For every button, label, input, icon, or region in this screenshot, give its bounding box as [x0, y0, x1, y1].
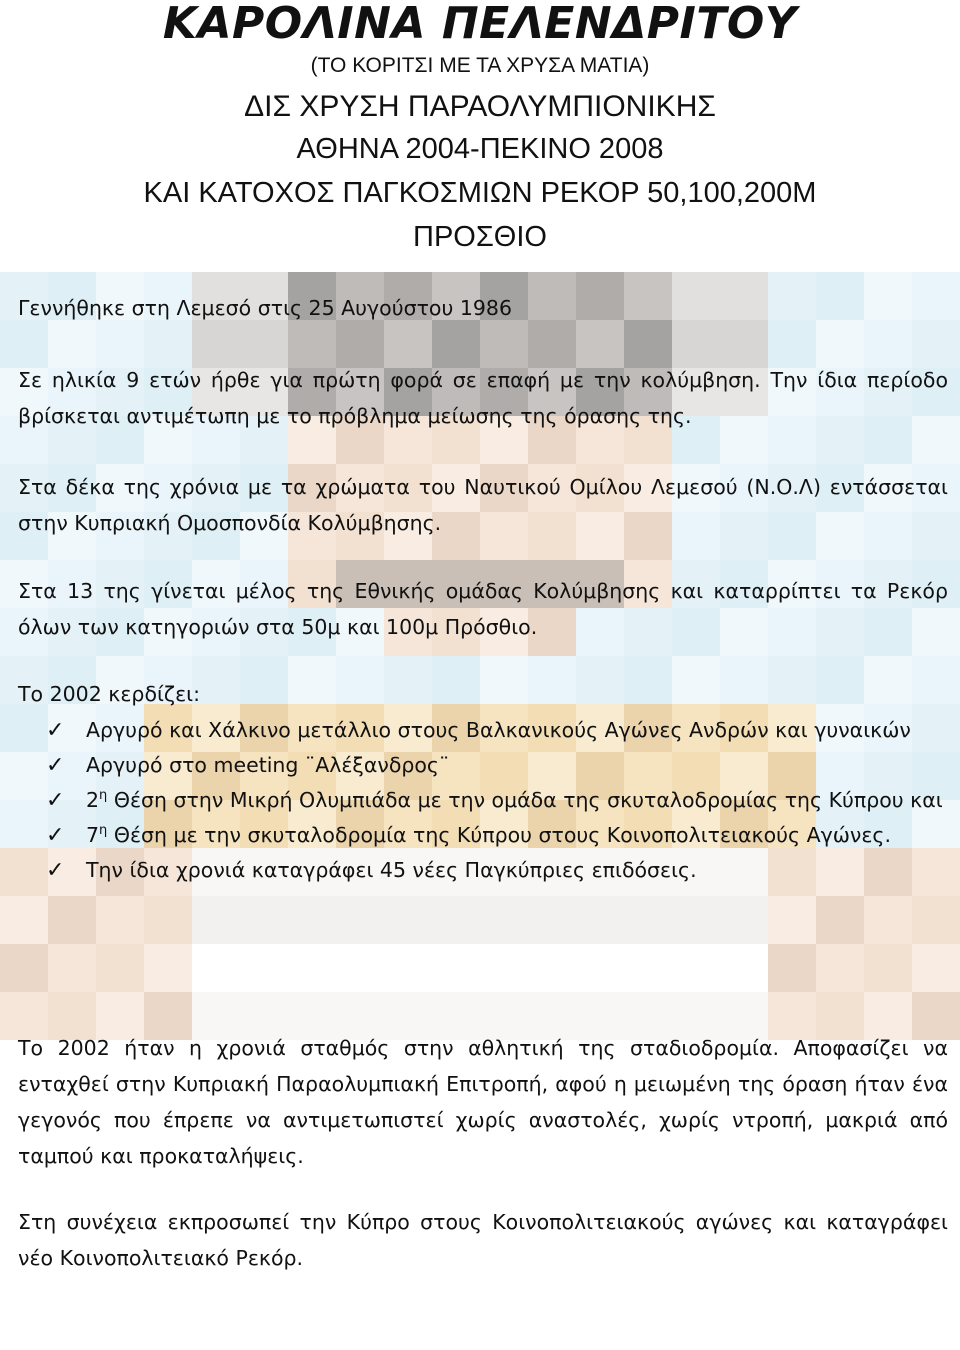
photo-pixel: [528, 944, 576, 992]
photo-pixel: [576, 896, 624, 944]
subtitle: (ΤΟ ΚΟΡΙΤΣΙ ΜΕ ΤΑ ΧΡΥΣΑ ΜΑΤΙΑ): [310, 54, 650, 77]
list-item-text: Την ίδια χρονιά καταγράφει 45 νέες Παγκύπριες επιδόσεις.: [86, 858, 697, 882]
photo-pixel: [480, 896, 528, 944]
photo-pixel: [768, 896, 816, 944]
paragraph-6: Στη συνέχεια εκπροσωπεί την Κύπρο στους Κοινοπολιτειακούς αγώνες και καταγράφει νέο Κοινοπολιτειακό Ρεκόρ.: [18, 1210, 948, 1270]
photo-pixel: [288, 320, 336, 368]
list-item-number: 2: [86, 788, 100, 812]
list-item-text: Αργυρό και Χάλκινο μετάλλιο στους Βαλκανικούς Αγώνες Ανδρών και γυναικών: [86, 718, 911, 742]
list-item-text: Θέση στην Μικρή Ολυμπιάδα με την ομάδα της σκυταλοδρομίας της Κύπρου και: [107, 788, 943, 812]
list-item-text: Θέση με την σκυταλοδρομία της Κύπρου στους Κοινοπολιτειακούς Αγώνες.: [107, 823, 891, 847]
photo-pixel: [0, 944, 48, 992]
photo-pixel: [288, 896, 336, 944]
photo-pixel: [624, 896, 672, 944]
list-item-text: Αργυρό στο meeting ¨Αλέξανδρος¨: [86, 753, 450, 777]
list-item-superscript: η: [99, 823, 108, 839]
photo-pixel: [816, 320, 864, 368]
photo-pixel: [720, 320, 768, 368]
photo-pixel: [864, 896, 912, 944]
photo-pixel: [912, 320, 960, 368]
photo-pixel: [432, 320, 480, 368]
photo-pixel: [0, 896, 48, 944]
heading-line-4: ΠΡΟΣΘΙΟ: [413, 221, 547, 253]
checkmark-icon: ✓: [46, 858, 65, 883]
photo-pixel: [816, 896, 864, 944]
photo-pixel: [720, 944, 768, 992]
photo-pixel: [624, 944, 672, 992]
photo-pixel: [384, 896, 432, 944]
list-item: [18, 713, 948, 748]
list-item: [18, 818, 948, 853]
photo-pixel: [672, 320, 720, 368]
list-item: [18, 748, 948, 783]
list-item-superscript: η: [99, 788, 108, 804]
photo-pixel: [384, 320, 432, 368]
photo-pixel: [432, 896, 480, 944]
photo-pixel: [96, 896, 144, 944]
paragraph-4: Το 2002 κερδίζει:: [18, 682, 200, 706]
checkmark-icon: ✓: [46, 788, 65, 813]
list-item-number: 7: [86, 823, 100, 847]
photo-pixel: [48, 896, 96, 944]
photo-pixel: [240, 896, 288, 944]
paragraph-1: Σε ηλικία 9 ετών ήρθε για πρώτη φορά σε επαφή με την κολύμβηση. Την ίδια περίοδο βρίσκεται αντιμέτωπη με το πρόβλημα μείωσης της όρασης της.: [18, 368, 948, 428]
photo-pixel: [96, 320, 144, 368]
photo-pixel: [144, 944, 192, 992]
photo-pixel: [192, 896, 240, 944]
photo-pixel: [336, 320, 384, 368]
page-title: ΚΑΡΟΛΙΝΑ ΠΕΛΕΝΔΡΙΤΟΥ: [162, 0, 798, 49]
photo-pixel: [528, 896, 576, 944]
checkmark-icon: ✓: [46, 823, 65, 848]
photo-pixel: [912, 944, 960, 992]
photo-pixel: [864, 320, 912, 368]
photo-pixel: [144, 320, 192, 368]
list-item: [18, 853, 948, 888]
photo-pixel: [528, 320, 576, 368]
photo-pixel: [336, 944, 384, 992]
photo-pixel: [480, 320, 528, 368]
paragraph-3: Στα 13 της γίνεται μέλος της Εθνικής ομάδας Κολύμβησης και καταρρίπτει τα Ρεκόρ όλων των κατηγοριών στα 50μ και 100μ Πρόσθιο.: [18, 579, 948, 639]
photo-pixel: [480, 944, 528, 992]
checkmark-icon: ✓: [46, 718, 65, 743]
photo-pixel: [576, 320, 624, 368]
heading-line-2: ΑΘΗΝΑ 2004-ΠΕΚΙΝΟ 2008: [296, 133, 664, 165]
photo-pixel: [96, 944, 144, 992]
photo-pixel: [288, 944, 336, 992]
photo-pixel: [768, 944, 816, 992]
photo-pixel: [432, 944, 480, 992]
photo-pixel: [720, 896, 768, 944]
photo-pixel: [240, 944, 288, 992]
photo-pixel: [336, 896, 384, 944]
photo-pixel: [240, 320, 288, 368]
photo-pixel: [144, 896, 192, 944]
photo-pixel: [192, 320, 240, 368]
photo-pixel: [624, 320, 672, 368]
photo-pixel: [672, 944, 720, 992]
photo-pixel: [576, 944, 624, 992]
photo-pixel: [672, 896, 720, 944]
photo-pixel: [816, 944, 864, 992]
photo-pixel: [192, 944, 240, 992]
heading-line-1: ΔΙΣ ΧΡΥΣΗ ΠΑΡΑΟΛΥΜΠΙΟΝΙΚΗΣ: [244, 90, 716, 123]
photo-pixel: [48, 944, 96, 992]
checkmark-icon: ✓: [46, 753, 65, 778]
photo-pixel: [864, 944, 912, 992]
birth-paragraph: Γεννήθηκε στη Λεμεσό στις 25 Αυγούστου 1986: [18, 296, 513, 320]
heading-line-3: ΚΑΙ ΚΑΤΟΧΟΣ ΠΑΓΚΟΣΜΙΩΝ ΡΕΚΟΡ 50,100,200Μ: [143, 177, 817, 209]
photo-pixel: [48, 320, 96, 368]
paragraph-5: Το 2002 ήταν η χρονιά σταθμός στην αθλητική της σταδιοδρομία. Αποφασίζει να ενταχθεί στην Κυπριακή Παραολυμπιακή Επιτροπή, αφού η μειωμένη της όραση ήταν ένα γεγονός που έπρεπε να αντιμετωπιστεί χωρίς αναστολές, χωρίς ντροπή, μακριά από ταμπού και προκαταλήψεις.: [18, 1036, 948, 1168]
achievements-list: [18, 713, 948, 888]
photo-pixel: [912, 896, 960, 944]
photo-pixel: [384, 944, 432, 992]
paragraph-2: Στα δέκα της χρόνια με τα χρώματα του Ναυτικού Ομίλου Λεμεσού (Ν.Ο.Λ) εντάσσεται στην Κυπριακή Ομοσπονδία Κολύμβησης.: [18, 475, 948, 535]
photo-pixel: [768, 320, 816, 368]
list-item: [18, 783, 948, 818]
photo-pixel: [0, 320, 48, 368]
